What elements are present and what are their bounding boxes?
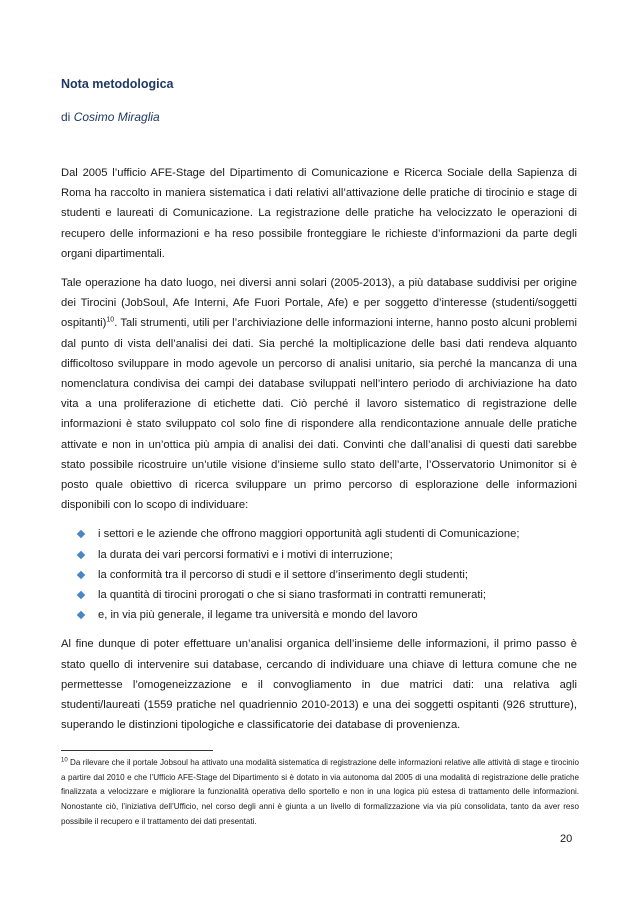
paragraph-2 bbox=[61, 273, 577, 515]
paragraph-2-before: Tale operazione ha dato luogo, nei diversi anni solari (2005-2013), a più database suddivisi per origine dei Tirocini (JobSoul, Afe Interni, Afe Fuori Portale, Afe) e per soggetto d’interesse (studenti/soggetti ospitanti) bbox=[61, 277, 577, 330]
list-item bbox=[78, 585, 577, 605]
list-item-text: e, in via più generale, il legame tra università e mondo del lavoro bbox=[98, 609, 418, 622]
paragraph-1: Dal 2005 l’ufficio AFE-Stage del Dipartimento di Comunicazione e Ricerca Sociale della Sapienza di Roma ha raccolto in maniera sistematica i dati relativi all’attivazione delle pratiche di tirocinio e stage di studenti e laureati di Comunicazione. La registrazione delle pratiche ha velocizzato le operazioni di recupero delle informazioni e ha reso possibile fronteggiare le richieste d’informazioni da parte degli organi dipartimentali. bbox=[61, 167, 577, 260]
diamond-bullet-icon bbox=[77, 550, 85, 558]
list-item bbox=[78, 524, 577, 544]
list-item bbox=[78, 545, 577, 565]
paragraph-3: Al fine dunque di poter effettuare un’analisi organica dell’insieme delle informazioni, il primo passo è stato quello di intervenire sui database, cercando di individuare una chiave di lettura comune che ne permettesse l’omogeneizzazione e il convogliamento in due matrici dati: una relativa agli studenti/laureati (1559 pratiche nel quadriennio 2010-2013) e una dei soggetti ospitanti (926 strutture), superando le distinzioni tipologiche e classificatorie dei database di provenienza. bbox=[61, 638, 577, 732]
author-byline bbox=[61, 110, 160, 124]
footnote bbox=[61, 756, 579, 830]
diamond-bullet-icon bbox=[77, 611, 85, 619]
footnote-divider bbox=[61, 750, 213, 751]
section-heading: Nota metodologica bbox=[61, 77, 174, 91]
list-item-text: la conformità tra il percorso di studi e il settore d’inserimento degli studenti; bbox=[98, 568, 468, 581]
diamond-bullet-icon bbox=[77, 530, 85, 538]
page-number: 20 bbox=[560, 833, 573, 845]
list-item bbox=[78, 565, 577, 585]
objectives-list bbox=[61, 524, 577, 625]
byline-prefix: di bbox=[61, 110, 74, 124]
diamond-bullet-icon bbox=[77, 591, 85, 599]
list-item bbox=[78, 605, 577, 625]
body-text bbox=[61, 163, 577, 744]
list-item-text: i settori e le aziende che offrono maggiori opportunità agli studenti di Comunicazione; bbox=[98, 528, 520, 541]
footnote-number: 10 bbox=[61, 757, 68, 764]
diamond-bullet-icon bbox=[77, 571, 85, 579]
footnote-text: Da rilevare che il portale Jobsoul ha attivato una modalità sistematica di registrazione delle informazioni relative alle attività di stage e tirocinio a partire dal 2010 e che l’Ufficio AFE-Stage del Dipartimento si è dotato in via autonoma dal 2005 di una modalità di registrazione delle pratiche finalizzata a velocizzare e migliorare la funzionalità operativa dello sportello e non in una logica più estesa di trattamento delle informazioni. Nonostante ciò, l’iniziativa dell’Ufficio, nel corso degli anni è giunta a un livello di formalizzazione via via più consolidata, tanto da aver reso possibile il recupero e il trattamento dei dati presentati. bbox=[61, 758, 579, 826]
author-name: Cosimo Miraglia bbox=[73, 110, 160, 124]
paragraph-2-after: . Tali strumenti, utili per l’archiviazione delle informazioni interne, hanno posto alcuni problemi dal punto di vista dell’analisi dei dati. Sia perché la moltiplicazione delle basi dati rendeva alquanto difficoltoso sviluppare in modo agevole un percorso di analisi unitario, sia perché la mancanza di una nomenclatura condivisa dei campi dei database sviluppati nell’intero periodo di archiviazione ha dato vita a una proliferazione di etichette dati. Ciò perché il lavoro sistematico di registrazione delle informazioni è stato sviluppato col solo fine di rispondere alla rendicontazione annuale delle pratiche attivate e non in un’ottica più ampia di analisi dei dati. Convinti che dall’analisi di questi dati sarebbe stato possibile ricostruire un’utile visione d’insieme sullo stato dell’arte, l’Osservatorio Unimonitor si è posto quale obiettivo di ricerca sviluppare un primo percorso di esplorazione delle informazioni disponibili con lo scopo di individuare: bbox=[61, 317, 577, 512]
list-item-text: la quantità di tirocini prorogati o che si siano trasformati in contratti remunerati; bbox=[98, 589, 487, 602]
footnote-ref: 10 bbox=[106, 316, 115, 324]
list-item-text: la durata dei vari percorsi formativi e i motivi di interruzione; bbox=[98, 548, 393, 561]
